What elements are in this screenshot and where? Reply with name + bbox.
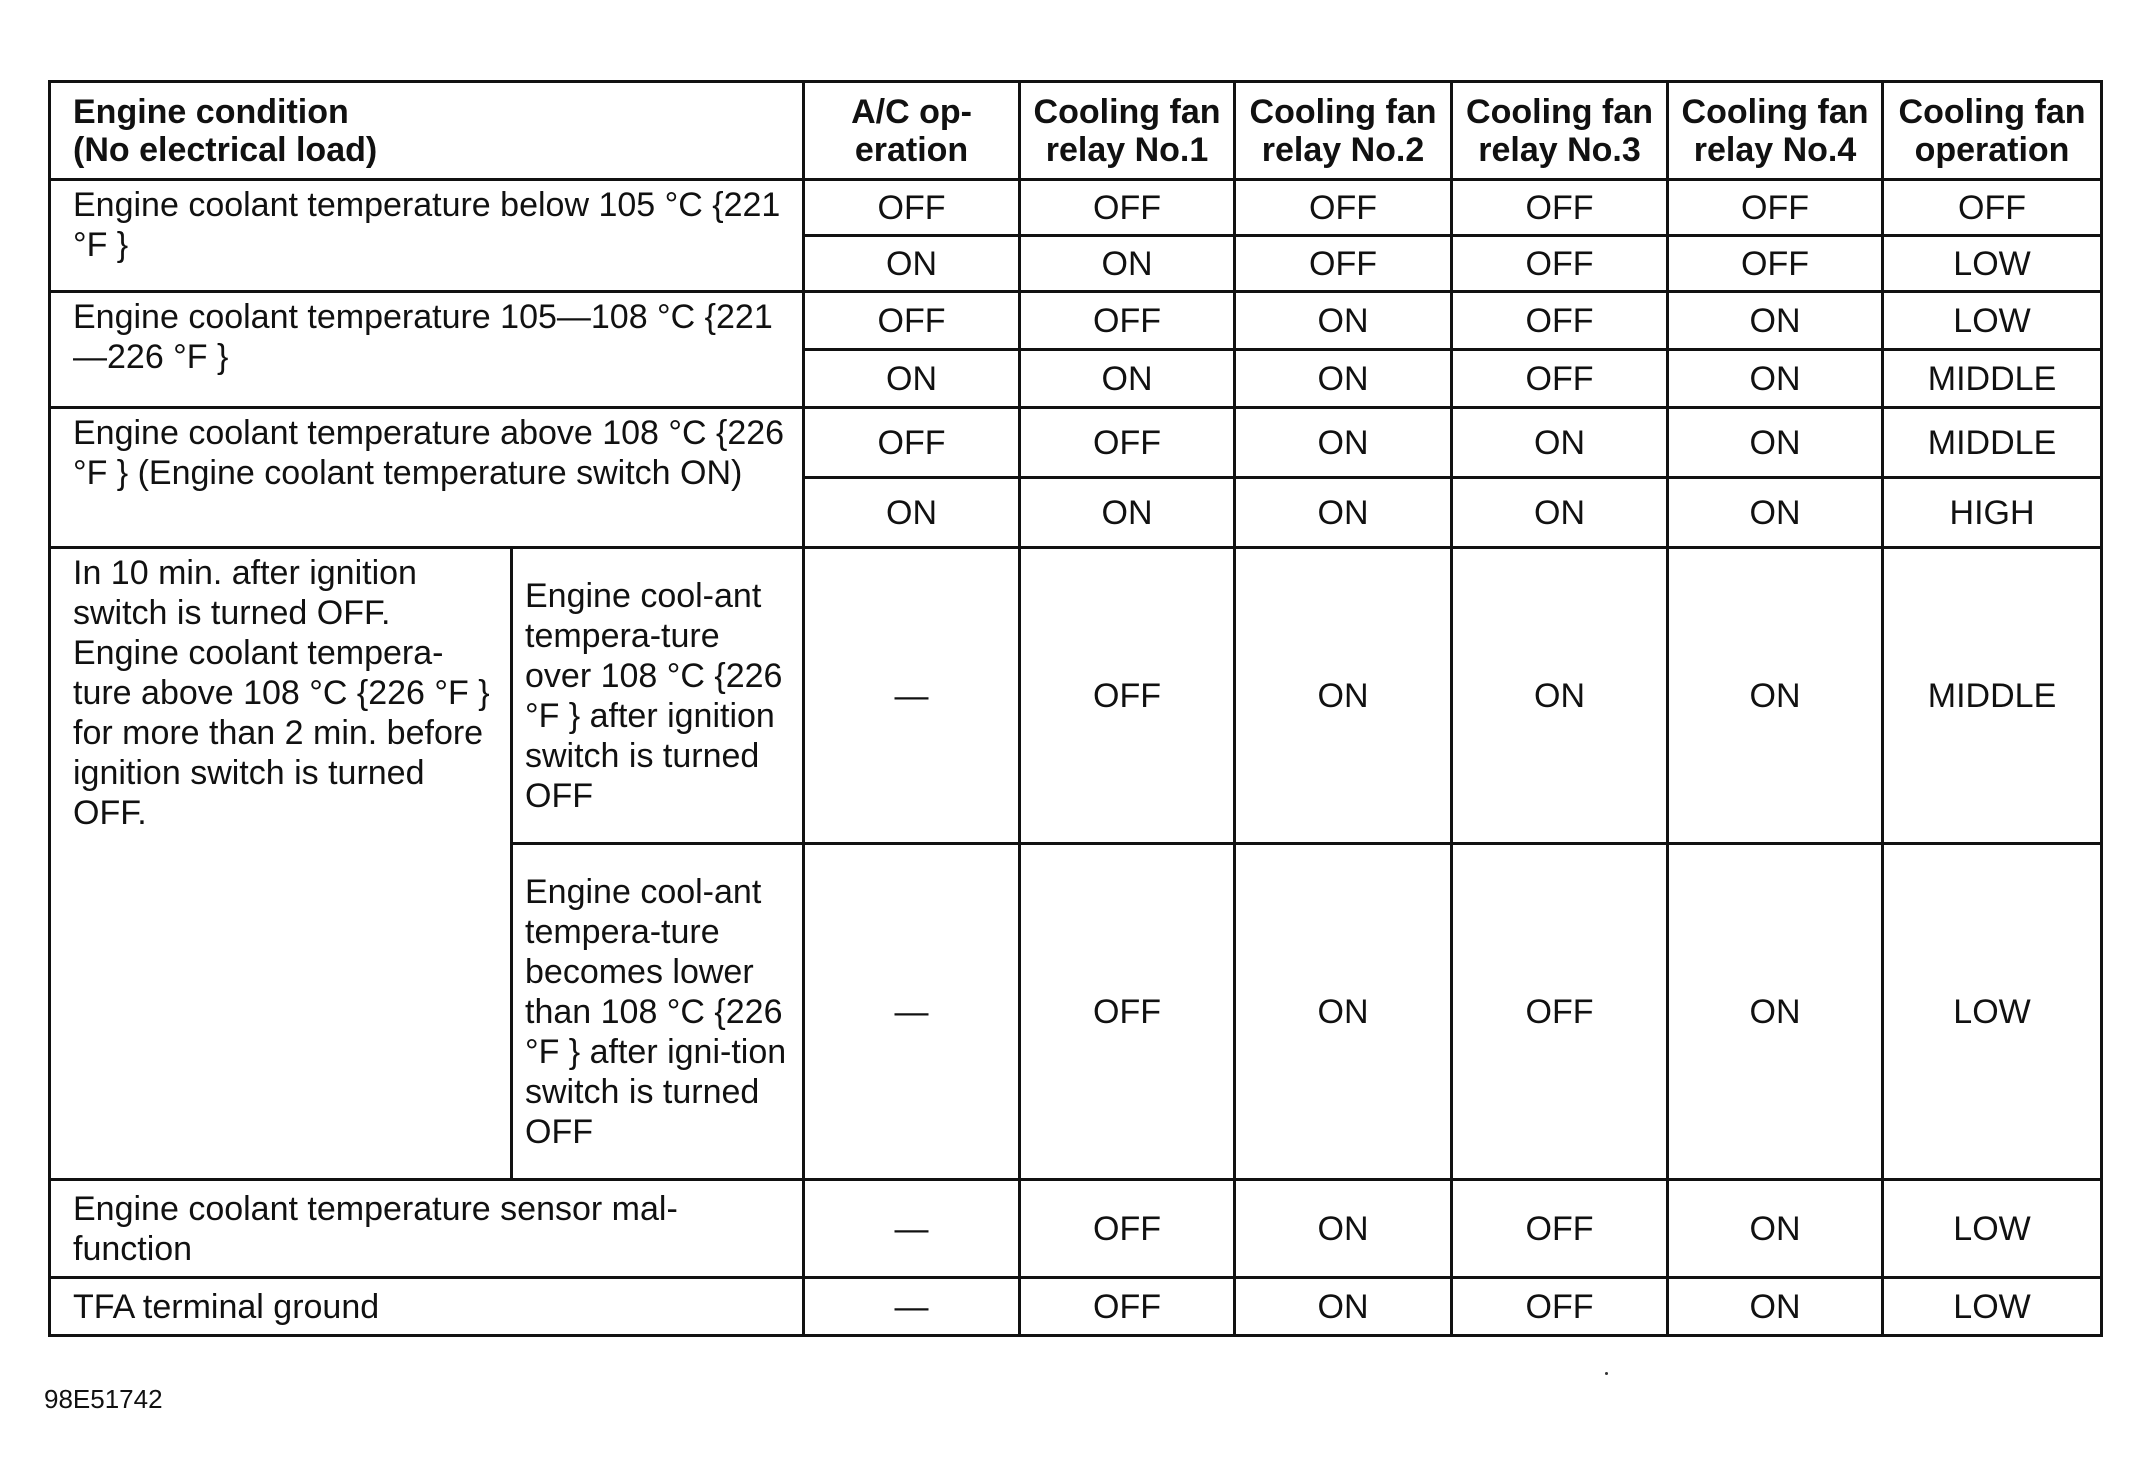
cell-relay-2: ON [1235,1278,1452,1336]
header-relay-1-line1: Cooling fan [1033,92,1221,131]
cell-fan-operation: LOW [1883,292,2102,350]
cell-relay-1: OFF [1020,1180,1235,1278]
cell-relay-1: ON [1020,236,1235,292]
cell-relay-4: ON [1668,844,1883,1180]
cell-relay-4: ON [1668,1180,1883,1278]
cell-ac: OFF [804,408,1020,478]
condition-sensor-malfunction: Engine coolant temperature sensor mal-function [50,1180,804,1278]
table-row [50,1180,2102,1278]
cell-fan-operation: LOW [1883,1278,2102,1336]
cell-relay-3: OFF [1452,844,1668,1180]
figure-code: 98E51742 [44,1384,163,1414]
cell-relay-4: OFF [1668,180,1883,236]
header-relay-2 [1235,82,1452,180]
sub-condition-over-108: Engine cool-ant tempera-ture over 108 °C {226 °F } after ignition switch is turned OFF [512,548,804,844]
cell-ac: — [804,1278,1020,1336]
cell-relay-2: ON [1235,408,1452,478]
cell-relay-2: ON [1235,292,1452,350]
cell-fan-operation: LOW [1883,844,2102,1180]
cell-relay-3: ON [1452,478,1668,548]
cell-fan-operation: MIDDLE [1883,350,2102,408]
header-engine-condition [50,82,804,180]
table-row [50,292,2102,350]
cell-relay-4: ON [1668,292,1883,350]
cell-relay-4: OFF [1668,236,1883,292]
cell-relay-2: ON [1235,478,1452,548]
condition-below-105: Engine coolant temperature below 105 °C {221 °F } [50,180,804,292]
header-relay-2-line1: Cooling fan [1249,92,1437,131]
cell-relay-1: OFF [1020,180,1235,236]
cell-relay-4: ON [1668,408,1883,478]
header-relay-3-line1: Cooling fan [1466,92,1653,131]
cell-relay-1: OFF [1020,548,1235,844]
header-fan-operation [1883,82,2102,180]
cell-ac: OFF [804,292,1020,350]
cell-relay-3: OFF [1452,350,1668,408]
cell-relay-2: ON [1235,1180,1452,1278]
cell-relay-1: OFF [1020,408,1235,478]
cell-relay-4: ON [1668,548,1883,844]
table-row [50,408,2102,478]
cell-relay-3: OFF [1452,180,1668,236]
cell-relay-3: OFF [1452,1278,1668,1336]
cell-ac: — [804,548,1020,844]
cell-ac: ON [804,350,1020,408]
cell-relay-1: ON [1020,478,1235,548]
header-ac-line1: A/C op- [851,92,972,131]
cell-ac: — [804,1180,1020,1278]
header-relay-3 [1452,82,1668,180]
cell-fan-operation: LOW [1883,1180,2102,1278]
header-relay-2-line2: relay No.2 [1261,130,1425,169]
sub-condition-lower-than-108: Engine cool-ant tempera-ture becomes lower than 108 °C {226 °F } after igni-tion switch is turned OFF [512,844,804,1180]
table-row [50,548,2102,844]
header-fan-line1: Cooling fan [1898,92,2086,131]
cell-relay-2: OFF [1235,180,1452,236]
cell-fan-operation: LOW [1883,236,2102,292]
cell-relay-3: OFF [1452,236,1668,292]
cell-fan-operation: HIGH [1883,478,2102,548]
cooling-fan-table [48,80,2103,1337]
cell-ac: OFF [804,180,1020,236]
cell-relay-1: OFF [1020,292,1235,350]
table-row [50,180,2102,236]
cell-relay-4: ON [1668,350,1883,408]
header-engine-condition-line2: (No electrical load) [73,130,378,169]
cell-relay-4: ON [1668,1278,1883,1336]
cell-relay-4: ON [1668,478,1883,548]
cell-fan-operation: OFF [1883,180,2102,236]
header-relay-1-line2: relay No.1 [1045,130,1209,169]
cell-relay-1: OFF [1020,844,1235,1180]
table-row [50,1278,2102,1336]
header-relay-1 [1020,82,1235,180]
header-relay-3-line2: relay No.3 [1478,130,1641,169]
condition-above-108: Engine coolant temperature above 108 °C {226 °F } (Engine coolant temperature switch ON) [50,408,804,548]
cell-relay-3: ON [1452,548,1668,844]
cell-relay-2: ON [1235,844,1452,1180]
cell-ac: ON [804,478,1020,548]
header-engine-condition-line1: Engine condition [73,92,349,131]
cell-relay-3: ON [1452,408,1668,478]
cell-ac: ON [804,236,1020,292]
cell-relay-2: ON [1235,548,1452,844]
condition-105-108: Engine coolant temperature 105—108 °C {221—226 °F } [50,292,804,408]
condition-tfa-terminal-ground: TFA terminal ground [50,1278,804,1336]
header-row [50,82,2102,180]
cell-relay-2: ON [1235,350,1452,408]
cell-relay-1: ON [1020,350,1235,408]
cell-relay-3: OFF [1452,1180,1668,1278]
header-relay-4 [1668,82,1883,180]
cell-ac: — [804,844,1020,1180]
cell-relay-2: OFF [1235,236,1452,292]
cell-fan-operation: MIDDLE [1883,548,2102,844]
header-ac-operation [804,82,1020,180]
header-fan-line2: operation [1914,130,2070,169]
scan-speck [1605,1372,1608,1375]
header-relay-4-line2: relay No.4 [1693,130,1857,169]
cell-relay-3: OFF [1452,292,1668,350]
header-ac-line2: eration [854,130,969,169]
cell-fan-operation: MIDDLE [1883,408,2102,478]
condition-after-ignition-off: In 10 min. after ignition switch is turned OFF. Engine coolant tempera-ture above 108 °C {226 °F } for more than 2 min. before ignition switch is turned OFF. [50,548,512,1180]
cell-relay-1: OFF [1020,1278,1235,1336]
header-relay-4-line1: Cooling fan [1681,92,1869,131]
